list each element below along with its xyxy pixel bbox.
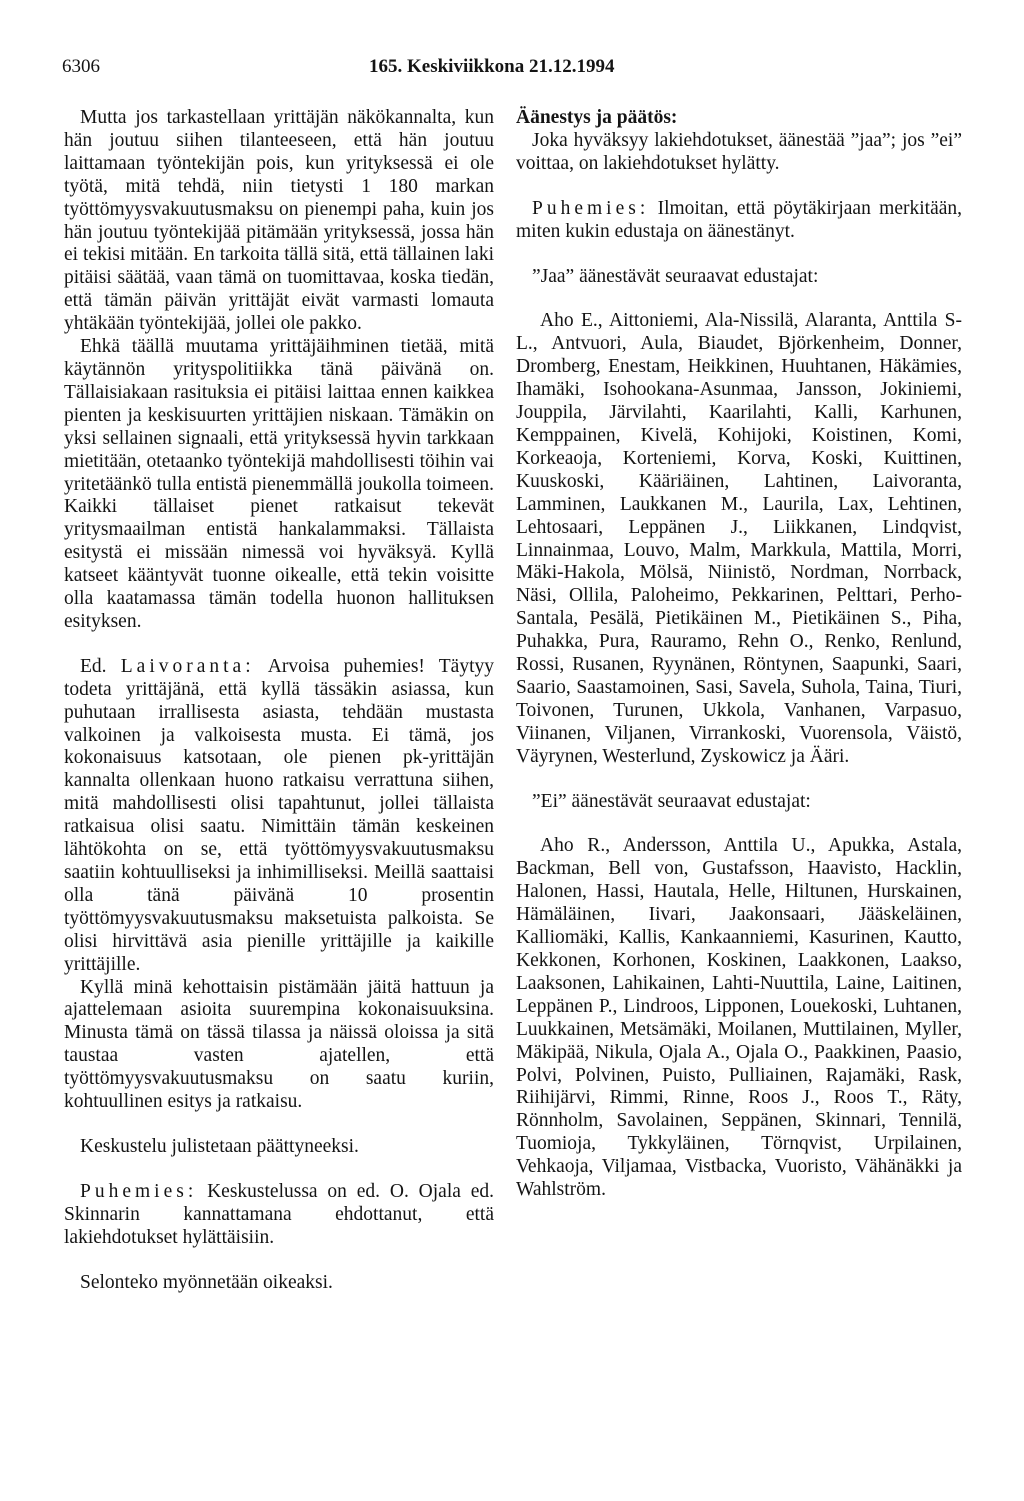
chair-text: Keskustelussa on ed. O. Ojala ed. Skinnarin kannattamana ehdottanut, että lakiehdotukset hylättäisiin.	[64, 1180, 495, 1248]
right-column	[516, 107, 962, 1202]
paragraph-7: Selonteko myönnetään oikeaksi.	[80, 1271, 333, 1293]
section-heading: Äänestys ja päätös:	[516, 107, 678, 128]
page-number: 6306	[62, 56, 100, 77]
vote-instruction: Joka hyväksyy lakiehdotukset, äänestää ”jaa”; jos ”ei” voittaa, on lakiehdotukset hylätty.	[516, 129, 962, 174]
speech-opening: Arvoisa puhemies!	[267, 655, 425, 677]
chair-label: Puhemies:	[80, 1180, 198, 1202]
yes-intro: ”Jaa” äänestävät seuraavat edustajat:	[532, 265, 819, 287]
session-title: 165. Keskiviikkona 21.12.1994	[369, 56, 615, 77]
yes-voters-list: Aho E., Aittoniemi, Ala-Nissilä, Alaranta, Anttila S-L., Antvuori, Aula, Biaudet, Björkenheim, Donner, Dromberg, Enestam, Heikkinen, Huuhtanen, Häkämies, Ihamäki, Isohookana-Asunmaa, Jansson, Jokiniemi, Jouppila, Järvilahti, Kaarilahti, Kalli, Karhunen, Kemppainen, Kivelä, Kohijoki, Koistinen, Komi, Korkeaoja, Korteniemi, Korva, Koski, Kuittinen, Kuuskoski, Kääriäinen, Lahtinen, Laivoranta, Lamminen, Laukkanen M., Laurila, Lax, Lehtinen, Lehtosaari, Leppänen J., Liikkanen, Lindqvist, Linnainmaa, Louvo, Malm, Markkula, Mattila, Morri, Mäki-Hakola, Mölsä, Niinistö, Nordman, Norrback, Näsi, Ollila, Paloheimo, Pekkarinen, Pelttari, Perho-Santala, Pesälä, Pietikäinen M., Pietikäinen S., Piha, Puhakka, Pura, Rauramo, Rehn O., Renko, Renlund, Rossi, Rusanen, Ryynänen, Röntynen, Saapunki, Saari, Saario, Saastamoinen, Sasi, Savela, Suhola, Taina, Tiuri, Toivonen, Turunen, Ukkola, Vanhanen, Varpasuo, Viinanen, Viljanen, Virrankoski, Vuorensola, Väistö, Väyrynen, Westerlund, Zyskowicz ja Ääri.	[516, 310, 962, 767]
no-voters-list: Aho R., Andersson, Anttila U., Apukka, Astala, Backman, Bell von, Gustafsson, Haavisto, Hacklin, Halonen, Hassi, Hautala, Helle, Hiltunen, Hurskainen, Hämäläinen, Iivari, Jaakonsaari, Jääskeläinen, Kalliomäki, Kallis, Kankaanniemi, Kasurinen, Kautto, Kekkonen, Korhonen, Koskinen, Laakkonen, Laakso, Laaksonen, Lahikainen, Lahti-Nuuttila, Laine, Laitinen, Leppänen P., Lindroos, Lipponen, Louekoski, Luhtanen, Luukkainen, Metsämäki, Moilanen, Muttilainen, Myller, Mäkipää, Nikula, Ojala A., Ojala O., Paakkinen, Paasio, Polvi, Polvinen, Puisto, Pulliainen, Rajamäki, Rask, Riihijärvi, Rimmi, Rinne, Roos J., Roos T., Räty, Rönnholm, Savolainen, Seppänen, Skinnari, Tennilä, Tuomioja, Tykkyläinen, Törnqvist, Urpilainen, Vehkaoja, Viljamaa, Vistbacka, Vuoristo, Vähänäkki ja Wahlström.	[516, 835, 962, 1201]
chair-statement	[64, 1181, 494, 1250]
paragraph-5: Keskustelu julistetaan päättyneeksi.	[80, 1135, 359, 1157]
chair-announcement	[516, 198, 962, 244]
paragraph-4: Kyllä minä kehottaisin pistämään jäitä hattuun ja ajattelemaan asioita suurempina kokonaisuuksina. Minusta tämä on tässä tilassa ja näissä oloissa ja sitä taustaa vasten ajatellen, että työttömyysvakuutusmaksu on saatu kuriin, kohtuullinen esitys ja ratkaisu.	[64, 976, 494, 1113]
speech-laivoranta	[64, 656, 494, 977]
speaker-prefix: Ed.	[80, 655, 107, 677]
paragraph-1: Mutta jos tarkastellaan yrittäjän näkökannalta, kun hän joutuu siihen tilanteeseen, että hän joutuu laittamaan työntekijän pois, kun yrityksessä ei ole työtä, mitä tehdä, niin tietysti 1 180 markan työttömyysvakuutusmaksu on pienempi paha, kuin jos hän joutuu työntekijää pitämään yrityksessä, jossa hän ei tekisi mitään. En tarkoita tällä sitä, että tällainen laki pitäisi säätää, vaan tämä on tuomittavaa, koska tiedän, että tämän päivän yrittäjät eivät varmasti lomauta yhtäkään työntekijää, jollei ole pakko.	[64, 107, 494, 335]
chair-announcement-text: Ilmoitan, että pöytäkirjaan merkitään, miten kukin edustaja on äänestänyt.	[516, 197, 963, 242]
speech-body: Täytyy todeta yrittäjänä, että kyllä tässäkin asiassa, kun puhutaan irrallisesta asiasta, tehdään mustasta valkoinen ja valkoisesta musta. Ei tämä, jos kokonaisuus katsotaan, ole pienen pk-yrittäjän kannalta ollenkaan huono ratkaisu verrattuna siihen, mitä mahdollisesti olisi tapahtunut, jollei tällaista ratkaisua olisi saatu. Nimittäin tämän keskeinen lähtökohta on se, että työttömyysvakuutusmaksu saatiin kohtuulliseksi ja inhimilliseksi. Meillä saattaisi olla tänä päivänä 10 prosentin työttömyysvakuutusmaksu maksetuista palkoista. Se olisi hirvittävä asia pienille yrittäjille ja kaikille yrittäjille.	[64, 655, 494, 975]
left-column	[64, 107, 494, 1295]
no-intro: ”Ei” äänestävät seuraavat edustajat:	[532, 790, 811, 812]
paragraph-2: Ehkä täällä muutama yrittäjäihminen tietää, mitä käytännön yrityspolitiikka tänä päivänä on. Tällaisiakaan rasituksia ei pitäisi laittaa ennen kaikkea pienten ja keskisuurten yrittäjien niskaan. Tämäkin on yksi sellainen signaali, että yrityksessä hyvin tarkkaan mietitään, otetaanko työntekijä mahdollisesti töihin vai yritetäänkö tulla entistä pienemmällä joukolla toimeen. Kaikki tällaiset pienet ratkaisut tekevät yritysmaailman entistä hankalammaksi. Tällaista esitystä ei missään nimessä voi hyväksyä. Kyllä katseet kääntyvät tuonne oikealle, että tekin voisitte olla kaatamassa tämän todella huonon hallituksen esityksen.	[64, 336, 494, 632]
chair-label-right: Puhemies:	[532, 197, 650, 219]
speaker-name: Laivoranta:	[120, 655, 255, 677]
